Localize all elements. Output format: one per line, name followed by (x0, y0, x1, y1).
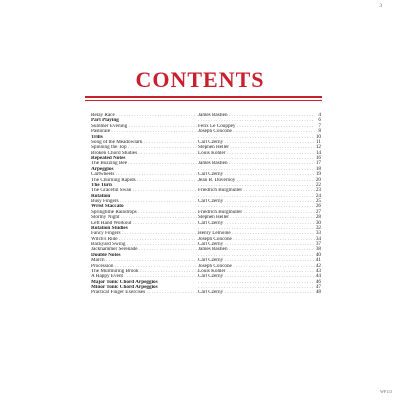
toc-entry-title-text: Relay Race (91, 113, 115, 118)
toc-entry-page: 17 (315, 160, 321, 167)
toc-entry-title-text: Repeated Notes (91, 156, 126, 161)
toc-entry-page: 37 (315, 241, 321, 247)
toc-entry-title-text: Rotation Studies (91, 225, 128, 231)
toc-entry-title-text: Backyard Swing (91, 242, 126, 247)
toc-entry-page: 43 (315, 267, 321, 274)
toc-entry-title-text: Pastorale (91, 129, 111, 135)
toc-entry-page: 14 (315, 149, 321, 156)
toc-entry-page: 12 (315, 144, 321, 151)
toc-entry-page: 44 (315, 273, 321, 280)
toc-entry-page: 11 (316, 138, 321, 145)
toc-entry-title-text: The Graceful Swan (91, 188, 132, 194)
toc-entry-composer-text: James Bastien (198, 113, 228, 118)
toc-entry-page: 48 (315, 289, 321, 296)
toc-entry-composer-text: Stephen Heller (198, 145, 229, 151)
toc-entry-composer-text: Henry Lemoine (198, 231, 231, 237)
toc-entry-title-text: Summer Evening (91, 123, 128, 129)
toc-entry-page: 38 (315, 246, 321, 253)
toc-entry-composer-text: James Bastien (198, 161, 228, 167)
toc-entry-title-text: Stormy Night (91, 215, 120, 221)
page-title: CONTENTS (135, 67, 265, 92)
toc-entry-title-text: Cartwheels (91, 172, 115, 178)
title-rule-thin (85, 100, 322, 101)
toc-entry-title-text: Fancy Fingers (91, 231, 121, 237)
toc-entry-title-text: Spinning the Top (91, 145, 127, 151)
toc-entry-page: 24 (315, 192, 321, 199)
toc-entry-composer-text: Carl Czerny (198, 199, 224, 204)
toc-entry-composer-text: Carl Czerny (198, 242, 224, 247)
toc-entry-title-text: Springtime Raindrops (91, 209, 137, 215)
toc-entry-title-text: Double Notes (91, 252, 121, 258)
toc-entry-title-text: Busy Fingers (91, 199, 119, 204)
toc-entry-title-text: A Happy Event (91, 274, 123, 280)
toc-entry-composer-text: Carl Czerny (198, 258, 224, 264)
toc-entry-page: 41 (315, 257, 321, 264)
toc-entry-page: 4 (318, 112, 321, 118)
toc-entry-composer-text: James Bastien (198, 247, 228, 253)
toc-entry-title-text: Left Hand Workout (91, 220, 132, 226)
toc-entry-page: 42 (315, 262, 321, 269)
toc-entry-title-text: The Turn (91, 182, 112, 188)
toc-entry-composer-text: Friedrich Burgmüller (198, 209, 243, 215)
toc-entry (91, 290, 321, 295)
toc-entry-page: 19 (315, 171, 321, 178)
toc-entry-title-text: Trills (91, 134, 103, 140)
toc-entry-composer-text: Joseph Concone (198, 236, 232, 242)
toc-entry-page: 32 (315, 224, 321, 231)
table-of-contents (91, 113, 321, 296)
toc-entry-composer-text: Carl Czerny (198, 220, 224, 226)
toc-entry-page: 16 (315, 155, 321, 161)
toc-entry-composer-text: Stephen Heller (198, 215, 229, 221)
toc-entry-title-text: Song of the Meadowlark (91, 139, 143, 145)
toc-entry-page: 25 (315, 198, 321, 204)
toc-entry-title-text: Witch's Ride (91, 236, 118, 242)
toc-entry-title-text: Wrist Staccato (91, 204, 124, 210)
toc-entry-page: 34 (315, 235, 321, 242)
toc-entry-page: 40 (315, 251, 321, 258)
toc-entry-page: 22 (315, 181, 321, 188)
toc-entry-composer-text: Louis Köhler (198, 150, 226, 156)
footer-code: WP113 (380, 389, 392, 394)
toc-entry-page: 28 (315, 214, 321, 221)
toc-entry-page: 7 (318, 122, 321, 129)
title-rule-thick (85, 96, 322, 98)
toc-entry-page: 47 (315, 284, 321, 290)
toc-entry-composer-text: Carl Czerny (198, 274, 224, 280)
toc-entry-composer-text: Carl Czerny (198, 290, 224, 296)
toc-entry-title-text: Part Playing (91, 118, 119, 124)
toc-entry-page: 18 (315, 165, 321, 172)
toc-entry-title-text: The Churning Rapids (91, 177, 136, 183)
page-number: 3 (379, 4, 382, 9)
toc-entry-page: 33 (315, 230, 321, 237)
toc-entry-title-text: Jackhammer Serenade (91, 247, 138, 253)
toc-entry-composer-text: Louis Köhler (198, 268, 226, 274)
toc-entry-composer-text: Friedrich Burgmüller (198, 188, 243, 194)
toc-entry-title-text: The Murmuring Brook (91, 268, 139, 274)
toc-entry-composer-text: Jean B. Duvernoy (198, 177, 236, 183)
toc-entry-composer-text: Felix Le Couppey (198, 123, 236, 129)
toc-entry-title-text: Procession (91, 263, 114, 269)
toc-entry-page: 27 (315, 208, 321, 215)
toc-entry-title (91, 290, 198, 295)
toc-entry-page: 6 (318, 117, 321, 124)
toc-entry-title-text: The Buzzing Bee (91, 161, 128, 167)
toc-entry-title-text: Arpeggios (91, 166, 114, 172)
toc-entry-composer (198, 290, 315, 295)
toc-entry-page: 23 (315, 187, 321, 194)
toc-entry-page: 10 (315, 133, 321, 140)
toc-entry-composer-text: Joseph Concone (198, 129, 232, 135)
toc-entry-page: 26 (315, 203, 321, 210)
toc-entry-title-text: Broken Chord Studies (91, 150, 138, 156)
toc-entry-title-text: March (91, 258, 105, 264)
toc-entry-page: 30 (315, 219, 321, 226)
toc-entry-title-text: Rotation (91, 193, 111, 199)
toc-entry-page: 8 (318, 128, 321, 135)
toc-entry-title-text: Major Tonic Chord Arpeggios (91, 279, 158, 285)
toc-entry-composer-text: Carl Czerny (198, 172, 224, 178)
toc-entry-title-text: Practical Finger Exercises (91, 290, 146, 296)
toc-entry-title-text: Minor Tonic Chord Arpeggios (91, 285, 158, 290)
toc-entry-composer-text: Joseph Concone (198, 263, 232, 269)
toc-entry-composer-text: Carl Czerny (198, 139, 224, 145)
toc-entry-page: 46 (315, 278, 321, 285)
toc-entry-page: 20 (315, 176, 321, 183)
